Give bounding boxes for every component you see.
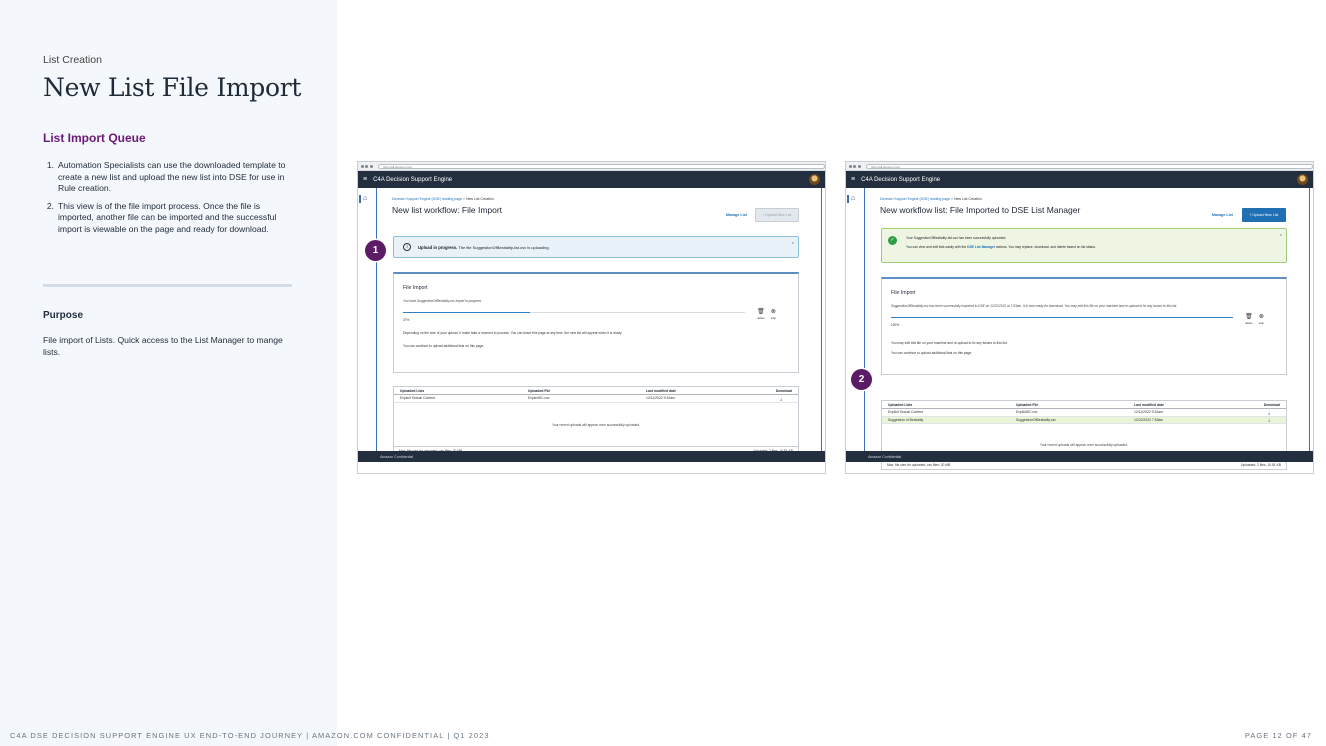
window-dot-icon[interactable] [849,165,852,168]
info-paragraph: You can continue to upload additional lists on this page. [891,351,973,355]
column-header[interactable]: Last modified date [646,388,676,393]
screenshot-upload-in-progress [357,161,826,474]
column-header[interactable]: Download [775,388,792,393]
section-label: List Creation [43,54,102,66]
file-import-card [393,272,799,373]
cell-file-name: ExplicitSC.csv [1016,410,1038,415]
callout-badge-1: 1 [365,240,386,261]
hamburger-menu-icon[interactable]: ≡ [851,176,856,183]
file-import-card [881,277,1287,375]
banner-message: The file SuggestionOfBestiality-list.csv is uploading. [457,245,550,250]
upload-new-list-button[interactable] [1242,208,1286,222]
banner-detail-text: actions. You may replace, download, and delete based on list status. [995,245,1096,249]
side-rail [358,188,377,462]
cell-list-name: Suggestion of Bestiality [888,417,924,422]
max-size-note: Max. file size for uploaded .csv files: 20 MB [887,463,951,467]
cell-date: 12/22/2022 7:53am [1134,417,1164,422]
trash-icon: 🗑 [1245,314,1253,320]
app-footer: Amazon Confidential [358,451,825,462]
info-icon: i [403,243,411,251]
app-title: C4A Decision Support Engine [373,176,453,183]
breadcrumb-link[interactable]: Decision Support Engine (DSE) landing page [392,197,463,201]
upload-button-label: Upload New List [765,213,792,217]
list-manager-link[interactable]: DSE List Manager [967,245,996,249]
progress-bar [891,317,1233,318]
home-icon[interactable]: ⌂ [851,195,856,202]
cell-date: 12/11/2022 9:32am [646,396,675,401]
column-header[interactable]: Uploaded Lists [888,402,913,407]
window-dot-icon[interactable] [365,165,368,168]
app-body [358,188,825,462]
callout-badge-2: 2 [851,369,872,390]
progress-fill [891,317,1233,318]
column-header[interactable]: Uploaded File [528,388,551,393]
breadcrumb-separator: > [951,197,954,201]
breadcrumb-current: New List Creation [954,197,982,201]
window-dot-icon[interactable] [853,165,856,168]
cell-list-name: Explicit Sexual Content [400,396,435,401]
steps-list [43,160,295,241]
banner-title: Upload in progress. [418,245,458,250]
rail-active-marker [359,195,361,203]
column-header[interactable]: Uploaded Lists [400,388,425,393]
table-row[interactable] [394,395,798,403]
app-footer: Amazon Confidential [846,451,1313,462]
purpose-text: File import of Lists. Quick access to the List Manager to mange lists. [43,335,283,357]
banner-message: Your SuggestionOfBestiality-list.csv has been successfully uploaded. [906,236,1007,240]
avatar[interactable] [1297,174,1308,185]
delete-button[interactable] [757,309,765,320]
progress-actions [757,309,776,320]
download-icon[interactable]: ⤓ [1268,417,1270,423]
delete-label: delete [1245,321,1253,325]
stop-label: stop [770,316,776,320]
table-header [394,387,798,395]
upload-icon: ⤒ [1249,213,1253,217]
url-bar[interactable]: link.c4dl.amazon.com [866,164,1313,169]
table-header [882,401,1286,409]
trash-icon: 🗑 [757,309,765,315]
step-text: This view is of the file import process. Once the file is imported, another file can be imported and the successful import is viewable on the page and ready for download. [58,200,277,234]
table-row[interactable] [882,409,1286,417]
progress-actions [1245,314,1264,325]
stop-label: stop [1258,321,1264,325]
cell-date: 12/11/2022 9:32am [1134,410,1163,415]
page-number: PAGE 12 OF 47 [1244,731,1312,740]
screenshot-upload-complete [845,161,1314,474]
side-rail [846,188,865,462]
purpose-heading: Purpose [43,310,84,321]
uploaded-lists-table [393,386,799,456]
empty-state-text: Your recent uploads will appear once successfully uploaded. [551,423,641,427]
stop-icon: ⊗ [770,309,776,315]
rail-active-marker [847,195,849,203]
progress-bar [403,312,745,313]
stop-icon: ⊗ [1258,314,1264,320]
column-header[interactable]: Download [1263,402,1280,407]
app-header [846,171,1313,188]
upload-new-list-button[interactable] [755,208,799,222]
left-panel [0,0,337,746]
checkmark-icon: ✓ [888,236,897,245]
step-number: 2. [46,200,54,211]
workflow-title: New list workflow: File Import [392,205,503,215]
banner-detail-text: You can view and edit lists easily with the [906,245,968,249]
step-number: 1. [46,160,54,170]
upload-progress-banner [393,236,799,258]
delete-button[interactable] [1245,314,1253,325]
cell-file-name: SuggestionOfBestiality.csv [1016,417,1056,422]
download-icon[interactable]: ⤓ [1268,409,1270,415]
workflow-title: New workflow list: File Imported to DSE List Manager [880,205,1081,215]
card-title: File Import [891,290,916,296]
card-subtitle: SuggestionOfBestiality.csv has been successfully imported to DSE on 12/22/2022 at 7:53am. It is now ready for download. You may edit this file on your machine and re-upload to fix any issues to this list. [891,304,1178,308]
info-paragraph: You can continue to upload additional lists on this page. [403,344,485,348]
breadcrumb-separator: > [463,197,466,201]
stop-button[interactable] [1259,314,1264,325]
breadcrumb-link[interactable]: Decision Support Engine (DSE) landing page [880,197,951,201]
stop-button[interactable] [771,309,776,320]
footer-text: C4A DSE DECISION SUPPORT ENGINE UX END-TO-END JOURNEY | AMAZON.COM CONFIDENTIAL | Q1 2023 [10,731,490,740]
step-text: Automation Specialists can use the downloaded template to create a new list and upload the new list into DSE for use in Rule creation. [58,160,286,193]
breadcrumb [392,197,494,201]
download-icon[interactable]: ⤓ [780,395,782,401]
window-dot-icon[interactable] [858,165,861,168]
upload-button-label: Upload New List [1252,213,1279,217]
close-icon[interactable]: × [1279,232,1282,237]
column-header[interactable]: Last modified date [1134,402,1164,407]
card-subtitle: You have SuggestionOfBestiality.csv import in progress [403,299,482,303]
url-bar[interactable]: link.c4dl.amazon.com [378,164,825,169]
subhead: List Import Queue [43,131,146,145]
app-title: C4A Decision Support Engine [861,176,941,183]
browser-bar [846,162,1313,171]
column-header[interactable]: Uploaded File [1016,402,1039,407]
info-paragraph: Depending on the size of your upload, it make take a moment to process. You can leave this page at any time, the new list will appear when it is ready. [403,331,623,335]
main-content [378,188,822,462]
main-content [866,188,1310,467]
close-icon[interactable]: × [791,240,794,245]
window-dot-icon[interactable] [370,165,373,168]
app-header [358,171,825,188]
window-dot-icon[interactable] [361,165,364,168]
breadcrumb [880,197,982,201]
home-icon[interactable]: ⌂ [363,195,368,202]
delete-label: delete [757,316,765,320]
progress-label: 100% [891,323,900,327]
app-body [846,188,1313,467]
page-title: New List File Import [43,73,302,102]
step-item [43,201,295,236]
hamburger-menu-icon[interactable]: ≡ [363,176,368,183]
banner-text [418,245,550,250]
breadcrumb-current: New List Creation [466,197,494,201]
info-paragraph: You may edit this file on your machine and re-upload to fix any issues to this list. [891,341,1008,345]
card-title: File Import [403,285,428,291]
browser-bar [358,162,825,171]
table-row-new[interactable] [882,417,1286,425]
progress-label: 37% [403,318,410,322]
manage-list-link[interactable]: Manage List [1212,213,1233,217]
cell-list-name: Explicit Sexual Content [888,410,923,415]
cell-file-name: ExplicitSC.csv [528,396,550,401]
upload-success-banner [881,228,1287,263]
upload-summary: Uploaded: 2 files, 10.51 KB [1241,463,1281,467]
upload-icon: ⤒ [762,213,766,217]
progress-fill [403,312,530,313]
empty-state-text: Your recent uploads will appear once successfully uploaded. [1039,443,1129,447]
manage-list-link[interactable]: Manage List [726,213,747,217]
step-item [43,160,295,195]
avatar[interactable] [809,174,820,185]
divider [43,284,292,287]
banner-detail [906,245,1096,249]
